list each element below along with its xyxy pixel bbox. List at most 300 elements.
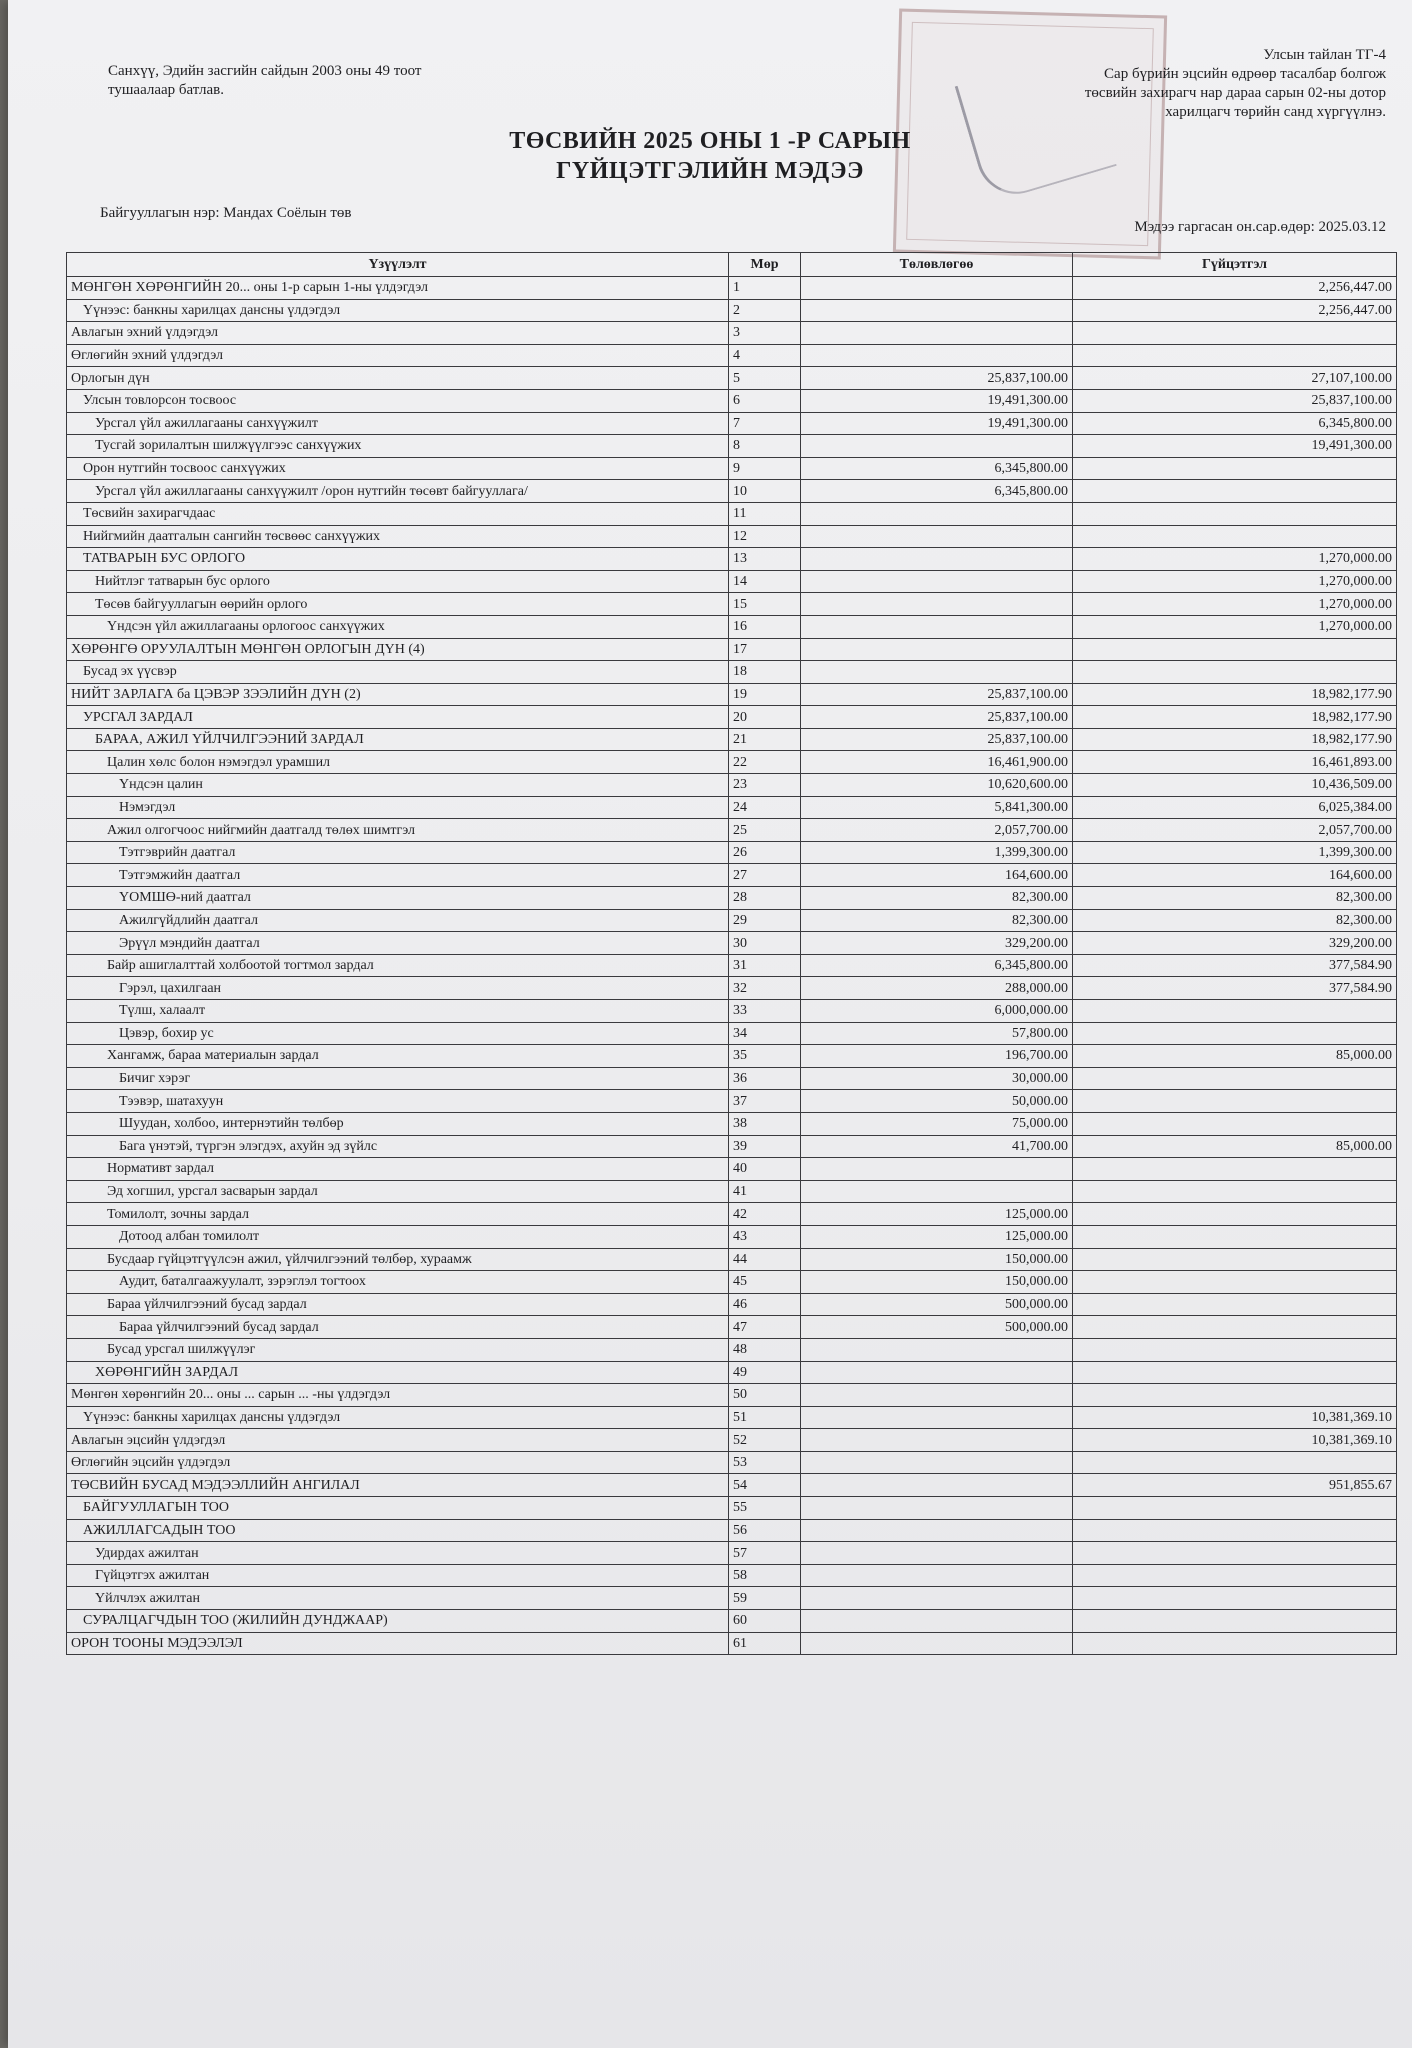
- row-plan-cell: 57,800.00: [801, 1022, 1073, 1045]
- row-indicator-cell: Аудит, баталгаажуулалт, зэрэглэл тогтоох: [67, 1271, 729, 1294]
- approval-note-line2: тушаалаар батлав.: [108, 82, 224, 98]
- row-plan-cell: [801, 1361, 1073, 1384]
- row-number-cell: 12: [729, 525, 801, 548]
- row-plan-cell: [801, 277, 1073, 300]
- budget-table: [66, 252, 1397, 1655]
- row-performance-cell: 82,300.00: [1073, 909, 1397, 932]
- table-row: [67, 819, 1397, 842]
- row-performance-cell: 10,381,369.10: [1073, 1406, 1397, 1429]
- table-row: [67, 638, 1397, 661]
- row-indicator-cell: Бага үнэтэй, түргэн элэгдэх, ахуйн эд зүйлс: [67, 1135, 729, 1158]
- row-performance-cell: [1073, 1203, 1397, 1226]
- row-indicator-cell: ҮОМШӨ-ний даатгал: [67, 887, 729, 910]
- row-indicator-cell: Орон нутгийн тосвоос санхүүжих: [67, 457, 729, 480]
- row-plan-cell: [801, 548, 1073, 571]
- row-indicator-cell: Бараа үйлчилгээний бусад зардал: [67, 1316, 729, 1339]
- row-number-cell: 45: [729, 1271, 801, 1294]
- row-plan-cell: [801, 1474, 1073, 1497]
- row-plan-cell: [801, 1542, 1073, 1565]
- row-indicator-cell: АЖИЛЛАГСАДЫН ТОО: [67, 1519, 729, 1542]
- row-performance-cell: [1073, 1564, 1397, 1587]
- row-indicator-cell: Эрүүл мэндийн даатгал: [67, 932, 729, 955]
- row-performance-cell: 2,256,447.00: [1073, 277, 1397, 300]
- row-number-cell: 48: [729, 1338, 801, 1361]
- row-performance-cell: [1073, 1271, 1397, 1294]
- row-indicator-cell: Өглөгийн эхний үлдэгдэл: [67, 344, 729, 367]
- row-number-cell: 55: [729, 1497, 801, 1520]
- row-number-cell: 28: [729, 887, 801, 910]
- row-performance-cell: 85,000.00: [1073, 1135, 1397, 1158]
- row-indicator-cell: Ажил олгогчоос нийгмийн даатгалд төлөх шимтгэл: [67, 819, 729, 842]
- row-number-cell: 60: [729, 1610, 801, 1633]
- row-number-cell: 16: [729, 615, 801, 638]
- row-number-cell: 53: [729, 1451, 801, 1474]
- row-number-cell: 40: [729, 1158, 801, 1181]
- row-indicator-cell: Урсгал үйл ажиллагааны санхүүжилт /орон нутгийн төсөвт байгууллага/: [67, 480, 729, 503]
- row-number-cell: 41: [729, 1180, 801, 1203]
- header-indicator: Үзүүлэлт: [67, 253, 729, 277]
- row-plan-cell: 19,491,300.00: [801, 389, 1073, 412]
- table-row: [67, 706, 1397, 729]
- row-number-cell: 32: [729, 977, 801, 1000]
- table-row: [67, 932, 1397, 955]
- title-line1: ТӨСВИЙН 2025 ОНЫ 1 -Р САРЫН: [509, 128, 911, 154]
- row-number-cell: 35: [729, 1045, 801, 1068]
- row-plan-cell: [801, 1338, 1073, 1361]
- table-row: [67, 1090, 1397, 1113]
- table-row: [67, 1361, 1397, 1384]
- table-row: [67, 615, 1397, 638]
- row-indicator-cell: Дотоод албан томилолт: [67, 1225, 729, 1248]
- row-number-cell: 47: [729, 1316, 801, 1339]
- row-indicator-cell: БАРАА, АЖИЛ ҮЙЛЧИЛГЭЭНИЙ ЗАРДАЛ: [67, 728, 729, 751]
- table-row: [67, 1158, 1397, 1181]
- row-number-cell: 10: [729, 480, 801, 503]
- row-plan-cell: [801, 502, 1073, 525]
- row-indicator-cell: Үндсэн цалин: [67, 774, 729, 797]
- row-number-cell: 3: [729, 322, 801, 345]
- row-plan-cell: [801, 593, 1073, 616]
- row-indicator-cell: ТӨСВИЙН БУСАД МЭДЭЭЛЛИЙН АНГИЛАЛ: [67, 1474, 729, 1497]
- row-performance-cell: 1,270,000.00: [1073, 593, 1397, 616]
- row-number-cell: 4: [729, 344, 801, 367]
- header-performance: Гүйцэтгэл: [1073, 253, 1397, 277]
- row-performance-cell: [1073, 1158, 1397, 1181]
- row-indicator-cell: Цэвэр, бохир ус: [67, 1022, 729, 1045]
- row-number-cell: 54: [729, 1474, 801, 1497]
- row-number-cell: 21: [729, 728, 801, 751]
- row-performance-cell: 19,491,300.00: [1073, 435, 1397, 458]
- row-plan-cell: 25,837,100.00: [801, 683, 1073, 706]
- row-performance-cell: 25,837,100.00: [1073, 389, 1397, 412]
- title-line2: ГҮЙЦЭТГЭЛИЙН МЭДЭЭ: [556, 158, 864, 184]
- row-plan-cell: [801, 570, 1073, 593]
- row-performance-cell: [1073, 1293, 1397, 1316]
- table-row: [67, 751, 1397, 774]
- table-body: [67, 277, 1397, 1655]
- row-plan-cell: 6,345,800.00: [801, 480, 1073, 503]
- row-plan-cell: [801, 615, 1073, 638]
- row-plan-cell: [801, 1384, 1073, 1407]
- row-performance-cell: 1,270,000.00: [1073, 548, 1397, 571]
- row-indicator-cell: Орлогын дүн: [67, 367, 729, 390]
- table-row: [67, 1203, 1397, 1226]
- row-number-cell: 57: [729, 1542, 801, 1565]
- row-performance-cell: 1,270,000.00: [1073, 615, 1397, 638]
- row-plan-cell: [801, 525, 1073, 548]
- row-number-cell: 19: [729, 683, 801, 706]
- table-row: [67, 570, 1397, 593]
- table-row: [67, 480, 1397, 503]
- table-row: [67, 864, 1397, 887]
- row-performance-cell: [1073, 525, 1397, 548]
- row-number-cell: 8: [729, 435, 801, 458]
- table-row: [67, 299, 1397, 322]
- row-performance-cell: [1073, 1361, 1397, 1384]
- table-row: [67, 1406, 1397, 1429]
- row-plan-cell: 6,345,800.00: [801, 457, 1073, 480]
- row-number-cell: 27: [729, 864, 801, 887]
- table-row: [67, 389, 1397, 412]
- row-number-cell: 49: [729, 1361, 801, 1384]
- form-instruction-line2: төсвийн захирагч нар дараа сарын 02-ны дотор: [1084, 85, 1386, 101]
- table-row: [67, 977, 1397, 1000]
- row-indicator-cell: ХӨРӨНГИЙН ЗАРДАЛ: [67, 1361, 729, 1384]
- row-plan-cell: 25,837,100.00: [801, 367, 1073, 390]
- approval-note-line1: Санхүү, Эдийн засгийн сайдын 2003 оны 49 тоот: [108, 63, 422, 79]
- row-performance-cell: [1073, 502, 1397, 525]
- row-plan-cell: 500,000.00: [801, 1316, 1073, 1339]
- row-plan-cell: 329,200.00: [801, 932, 1073, 955]
- row-performance-cell: 6,345,800.00: [1073, 412, 1397, 435]
- row-number-cell: 39: [729, 1135, 801, 1158]
- row-indicator-cell: ОРОН ТООНЫ МЭДЭЭЛЭЛ: [67, 1632, 729, 1655]
- row-number-cell: 37: [729, 1090, 801, 1113]
- form-code: Улсын тайлан ТГ-4: [1263, 47, 1386, 63]
- row-performance-cell: 85,000.00: [1073, 1045, 1397, 1068]
- row-plan-cell: [801, 661, 1073, 684]
- report-date: Мэдээ гаргасан он.сар.өдөр: 2025.03.12: [1134, 219, 1386, 235]
- page-title: [8, 126, 1412, 186]
- row-plan-cell: [801, 1406, 1073, 1429]
- row-plan-cell: 25,837,100.00: [801, 706, 1073, 729]
- table-row: [67, 525, 1397, 548]
- row-indicator-cell: МӨНГӨН ХӨРӨНГИЙН 20... оны 1-р сарын 1-ны үлдэгдэл: [67, 277, 729, 300]
- organization-name: Байгууллагын нэр: Мандах Соёлын төв: [100, 205, 352, 221]
- row-indicator-cell: УРСГАЛ ЗАРДАЛ: [67, 706, 729, 729]
- row-performance-cell: 16,461,893.00: [1073, 751, 1397, 774]
- row-number-cell: 1: [729, 277, 801, 300]
- row-performance-cell: [1073, 1248, 1397, 1271]
- row-indicator-cell: Хангамж, бараа материалын зардал: [67, 1045, 729, 1068]
- row-performance-cell: 27,107,100.00: [1073, 367, 1397, 390]
- row-performance-cell: 1,270,000.00: [1073, 570, 1397, 593]
- table-row: [67, 1045, 1397, 1068]
- row-number-cell: 23: [729, 774, 801, 797]
- row-indicator-cell: Төсөв байгууллагын өөрийн орлого: [67, 593, 729, 616]
- row-indicator-cell: Бусад урсгал шилжүүлэг: [67, 1338, 729, 1361]
- row-plan-cell: [801, 344, 1073, 367]
- row-number-cell: 13: [729, 548, 801, 571]
- row-number-cell: 7: [729, 412, 801, 435]
- row-plan-cell: 19,491,300.00: [801, 412, 1073, 435]
- row-indicator-cell: Төсвийн захирагчдаас: [67, 502, 729, 525]
- table-row: [67, 548, 1397, 571]
- table-row: [67, 1000, 1397, 1023]
- report-page: [8, 0, 1412, 2048]
- row-plan-cell: 288,000.00: [801, 977, 1073, 1000]
- table-row: [67, 502, 1397, 525]
- table-row: [67, 774, 1397, 797]
- row-number-cell: 38: [729, 1112, 801, 1135]
- row-plan-cell: [801, 322, 1073, 345]
- row-performance-cell: [1073, 1610, 1397, 1633]
- row-performance-cell: [1073, 457, 1397, 480]
- row-performance-cell: [1073, 1384, 1397, 1407]
- table-row: [67, 1497, 1397, 1520]
- table-row: [67, 1180, 1397, 1203]
- row-plan-cell: [801, 435, 1073, 458]
- row-indicator-cell: Нэмэгдэл: [67, 796, 729, 819]
- row-plan-cell: 82,300.00: [801, 887, 1073, 910]
- row-performance-cell: 2,057,700.00: [1073, 819, 1397, 842]
- row-number-cell: 2: [729, 299, 801, 322]
- table-row: [67, 1022, 1397, 1045]
- row-plan-cell: 164,600.00: [801, 864, 1073, 887]
- row-number-cell: 5: [729, 367, 801, 390]
- row-performance-cell: 10,381,369.10: [1073, 1429, 1397, 1452]
- row-number-cell: 20: [729, 706, 801, 729]
- row-performance-cell: 18,982,177.90: [1073, 706, 1397, 729]
- row-plan-cell: [801, 1610, 1073, 1633]
- row-performance-cell: [1073, 1497, 1397, 1520]
- row-performance-cell: [1073, 1632, 1397, 1655]
- row-indicator-cell: Ажилгүйдлийн даатгал: [67, 909, 729, 932]
- row-indicator-cell: Бараа үйлчилгээний бусад зардал: [67, 1293, 729, 1316]
- row-number-cell: 26: [729, 841, 801, 864]
- row-performance-cell: 164,600.00: [1073, 864, 1397, 887]
- table-row: [67, 1564, 1397, 1587]
- row-number-cell: 11: [729, 502, 801, 525]
- table-row: [67, 887, 1397, 910]
- row-performance-cell: [1073, 1451, 1397, 1474]
- row-plan-cell: [801, 1180, 1073, 1203]
- row-indicator-cell: Авлагын эхний үлдэгдэл: [67, 322, 729, 345]
- row-plan-cell: [801, 1632, 1073, 1655]
- row-plan-cell: 150,000.00: [801, 1271, 1073, 1294]
- row-indicator-cell: Тээвэр, шатахуун: [67, 1090, 729, 1113]
- row-performance-cell: 1,399,300.00: [1073, 841, 1397, 864]
- row-plan-cell: 25,837,100.00: [801, 728, 1073, 751]
- row-plan-cell: 196,700.00: [801, 1045, 1073, 1068]
- row-performance-cell: 6,025,384.00: [1073, 796, 1397, 819]
- table-row: [67, 1451, 1397, 1474]
- row-indicator-cell: Удирдах ажилтан: [67, 1542, 729, 1565]
- row-indicator-cell: СУРАЛЦАГЧДЫН ТОО (ЖИЛИЙН ДУНДЖААР): [67, 1610, 729, 1633]
- form-instruction-line3: харилцагч төрийн санд хүргүүлнэ.: [1165, 104, 1386, 120]
- row-indicator-cell: Байр ашиглалттай холбоотой тогтмол зардал: [67, 954, 729, 977]
- row-performance-cell: [1073, 638, 1397, 661]
- header-plan: Төлөвлөгөө: [801, 253, 1073, 277]
- row-performance-cell: [1073, 1519, 1397, 1542]
- row-number-cell: 36: [729, 1067, 801, 1090]
- table-header-row: [67, 253, 1397, 277]
- row-performance-cell: 82,300.00: [1073, 887, 1397, 910]
- row-plan-cell: 16,461,900.00: [801, 751, 1073, 774]
- table-row: [67, 322, 1397, 345]
- row-performance-cell: 377,584.90: [1073, 977, 1397, 1000]
- row-indicator-cell: НИЙТ ЗАРЛАГА ба ЦЭВЭР ЗЭЭЛИЙН ДҮН (2): [67, 683, 729, 706]
- row-number-cell: 59: [729, 1587, 801, 1610]
- table-row: [67, 954, 1397, 977]
- row-plan-cell: [801, 1519, 1073, 1542]
- row-number-cell: 30: [729, 932, 801, 955]
- table-row: [67, 661, 1397, 684]
- row-indicator-cell: Улсын товлорсон тосвоос: [67, 389, 729, 412]
- table-row: [67, 683, 1397, 706]
- table-row: [67, 344, 1397, 367]
- row-plan-cell: [801, 1451, 1073, 1474]
- table-row: [67, 1519, 1397, 1542]
- table-row: [67, 1271, 1397, 1294]
- row-number-cell: 9: [729, 457, 801, 480]
- row-indicator-cell: Нийгмийн даатгалын сангийн төсвөөс санхүүжих: [67, 525, 729, 548]
- row-performance-cell: [1073, 1587, 1397, 1610]
- row-performance-cell: [1073, 1180, 1397, 1203]
- row-number-cell: 22: [729, 751, 801, 774]
- table-row: [67, 728, 1397, 751]
- row-indicator-cell: Шуудан, холбоо, интернэтийн төлбөр: [67, 1112, 729, 1135]
- row-indicator-cell: БАЙГУУЛЛАГЫН ТОО: [67, 1497, 729, 1520]
- row-number-cell: 46: [729, 1293, 801, 1316]
- row-performance-cell: 2,256,447.00: [1073, 299, 1397, 322]
- row-plan-cell: 150,000.00: [801, 1248, 1073, 1271]
- row-number-cell: 15: [729, 593, 801, 616]
- row-indicator-cell: Нормативт зардал: [67, 1158, 729, 1181]
- row-plan-cell: [801, 638, 1073, 661]
- row-number-cell: 34: [729, 1022, 801, 1045]
- table-row: [67, 1384, 1397, 1407]
- row-performance-cell: [1073, 1316, 1397, 1339]
- table-row: [67, 1316, 1397, 1339]
- row-number-cell: 56: [729, 1519, 801, 1542]
- approval-note: [108, 62, 422, 100]
- row-plan-cell: 41,700.00: [801, 1135, 1073, 1158]
- row-plan-cell: 82,300.00: [801, 909, 1073, 932]
- row-indicator-cell: Үйлчлэх ажилтан: [67, 1587, 729, 1610]
- table-row: [67, 1429, 1397, 1452]
- row-number-cell: 31: [729, 954, 801, 977]
- row-performance-cell: [1073, 344, 1397, 367]
- row-indicator-cell: Бусдаар гүйцэтгүүлсэн ажил, үйлчилгээний төлбөр, хураамж: [67, 1248, 729, 1271]
- table-row: [67, 435, 1397, 458]
- row-plan-cell: 125,000.00: [801, 1225, 1073, 1248]
- row-plan-cell: [801, 1429, 1073, 1452]
- row-indicator-cell: Гүйцэтгэх ажилтан: [67, 1564, 729, 1587]
- row-plan-cell: [801, 1587, 1073, 1610]
- row-performance-cell: [1073, 480, 1397, 503]
- row-indicator-cell: Тусгай зорилалтын шилжүүлгээс санхүүжих: [67, 435, 729, 458]
- row-indicator-cell: Урсгал үйл ажиллагааны санхүүжилт: [67, 412, 729, 435]
- table-row: [67, 1542, 1397, 1565]
- row-performance-cell: [1073, 1542, 1397, 1565]
- row-indicator-cell: ТАТВАРЫН БУС ОРЛОГО: [67, 548, 729, 571]
- row-plan-cell: 50,000.00: [801, 1090, 1073, 1113]
- table-row: [67, 277, 1397, 300]
- row-number-cell: 43: [729, 1225, 801, 1248]
- row-indicator-cell: Өглөгийн эцсийн үлдэгдэл: [67, 1451, 729, 1474]
- row-number-cell: 6: [729, 389, 801, 412]
- row-indicator-cell: Гэрэл, цахилгаан: [67, 977, 729, 1000]
- row-number-cell: 51: [729, 1406, 801, 1429]
- row-plan-cell: [801, 1564, 1073, 1587]
- row-plan-cell: 125,000.00: [801, 1203, 1073, 1226]
- table-row: [67, 1067, 1397, 1090]
- table-row: [67, 909, 1397, 932]
- table-row: [67, 1225, 1397, 1248]
- row-plan-cell: [801, 299, 1073, 322]
- row-performance-cell: [1073, 1338, 1397, 1361]
- row-performance-cell: 18,982,177.90: [1073, 683, 1397, 706]
- table-row: [67, 796, 1397, 819]
- table-row: [67, 412, 1397, 435]
- table-row: [67, 367, 1397, 390]
- row-indicator-cell: Тэтгэмжийн даатгал: [67, 864, 729, 887]
- row-indicator-cell: Түлш, халаалт: [67, 1000, 729, 1023]
- row-number-cell: 58: [729, 1564, 801, 1587]
- row-plan-cell: 500,000.00: [801, 1293, 1073, 1316]
- row-performance-cell: [1073, 1000, 1397, 1023]
- table-row: [67, 1293, 1397, 1316]
- row-plan-cell: 5,841,300.00: [801, 796, 1073, 819]
- form-instruction-line1: Сар бүрийн эцсийн өдрөөр тасалбар болгож: [1104, 66, 1386, 82]
- row-performance-cell: 329,200.00: [1073, 932, 1397, 955]
- row-number-cell: 52: [729, 1429, 801, 1452]
- row-number-cell: 42: [729, 1203, 801, 1226]
- row-performance-cell: 377,584.90: [1073, 954, 1397, 977]
- row-performance-cell: [1073, 1090, 1397, 1113]
- row-number-cell: 14: [729, 570, 801, 593]
- row-performance-cell: [1073, 1022, 1397, 1045]
- row-performance-cell: 951,855.67: [1073, 1474, 1397, 1497]
- row-indicator-cell: Бусад эх үүсвэр: [67, 661, 729, 684]
- row-indicator-cell: Эд хогшил, урсгал засварын зардал: [67, 1180, 729, 1203]
- header-row-number: Мөр: [729, 253, 801, 277]
- row-number-cell: 50: [729, 1384, 801, 1407]
- row-plan-cell: 10,620,600.00: [801, 774, 1073, 797]
- row-indicator-cell: Нийтлэг татварын бус орлого: [67, 570, 729, 593]
- table-row: [67, 1135, 1397, 1158]
- table-row: [67, 593, 1397, 616]
- row-performance-cell: [1073, 661, 1397, 684]
- table-row: [67, 1474, 1397, 1497]
- row-indicator-cell: Цалин хөлс болон нэмэгдэл урамшил: [67, 751, 729, 774]
- row-plan-cell: [801, 1497, 1073, 1520]
- row-plan-cell: 30,000.00: [801, 1067, 1073, 1090]
- table-row: [67, 1112, 1397, 1135]
- form-instructions: [1085, 46, 1386, 122]
- table-row: [67, 1610, 1397, 1633]
- row-indicator-cell: Томилолт, зочны зардал: [67, 1203, 729, 1226]
- row-performance-cell: 18,982,177.90: [1073, 728, 1397, 751]
- row-performance-cell: [1073, 1067, 1397, 1090]
- row-indicator-cell: Мөнгөн хөрөнгийн 20... оны ... сарын ... -ны үлдэгдэл: [67, 1384, 729, 1407]
- row-number-cell: 24: [729, 796, 801, 819]
- row-plan-cell: 6,345,800.00: [801, 954, 1073, 977]
- table-row: [67, 1338, 1397, 1361]
- row-plan-cell: 1,399,300.00: [801, 841, 1073, 864]
- row-indicator-cell: Үүнээс: банкны харилцах дансны үлдэгдэл: [67, 1406, 729, 1429]
